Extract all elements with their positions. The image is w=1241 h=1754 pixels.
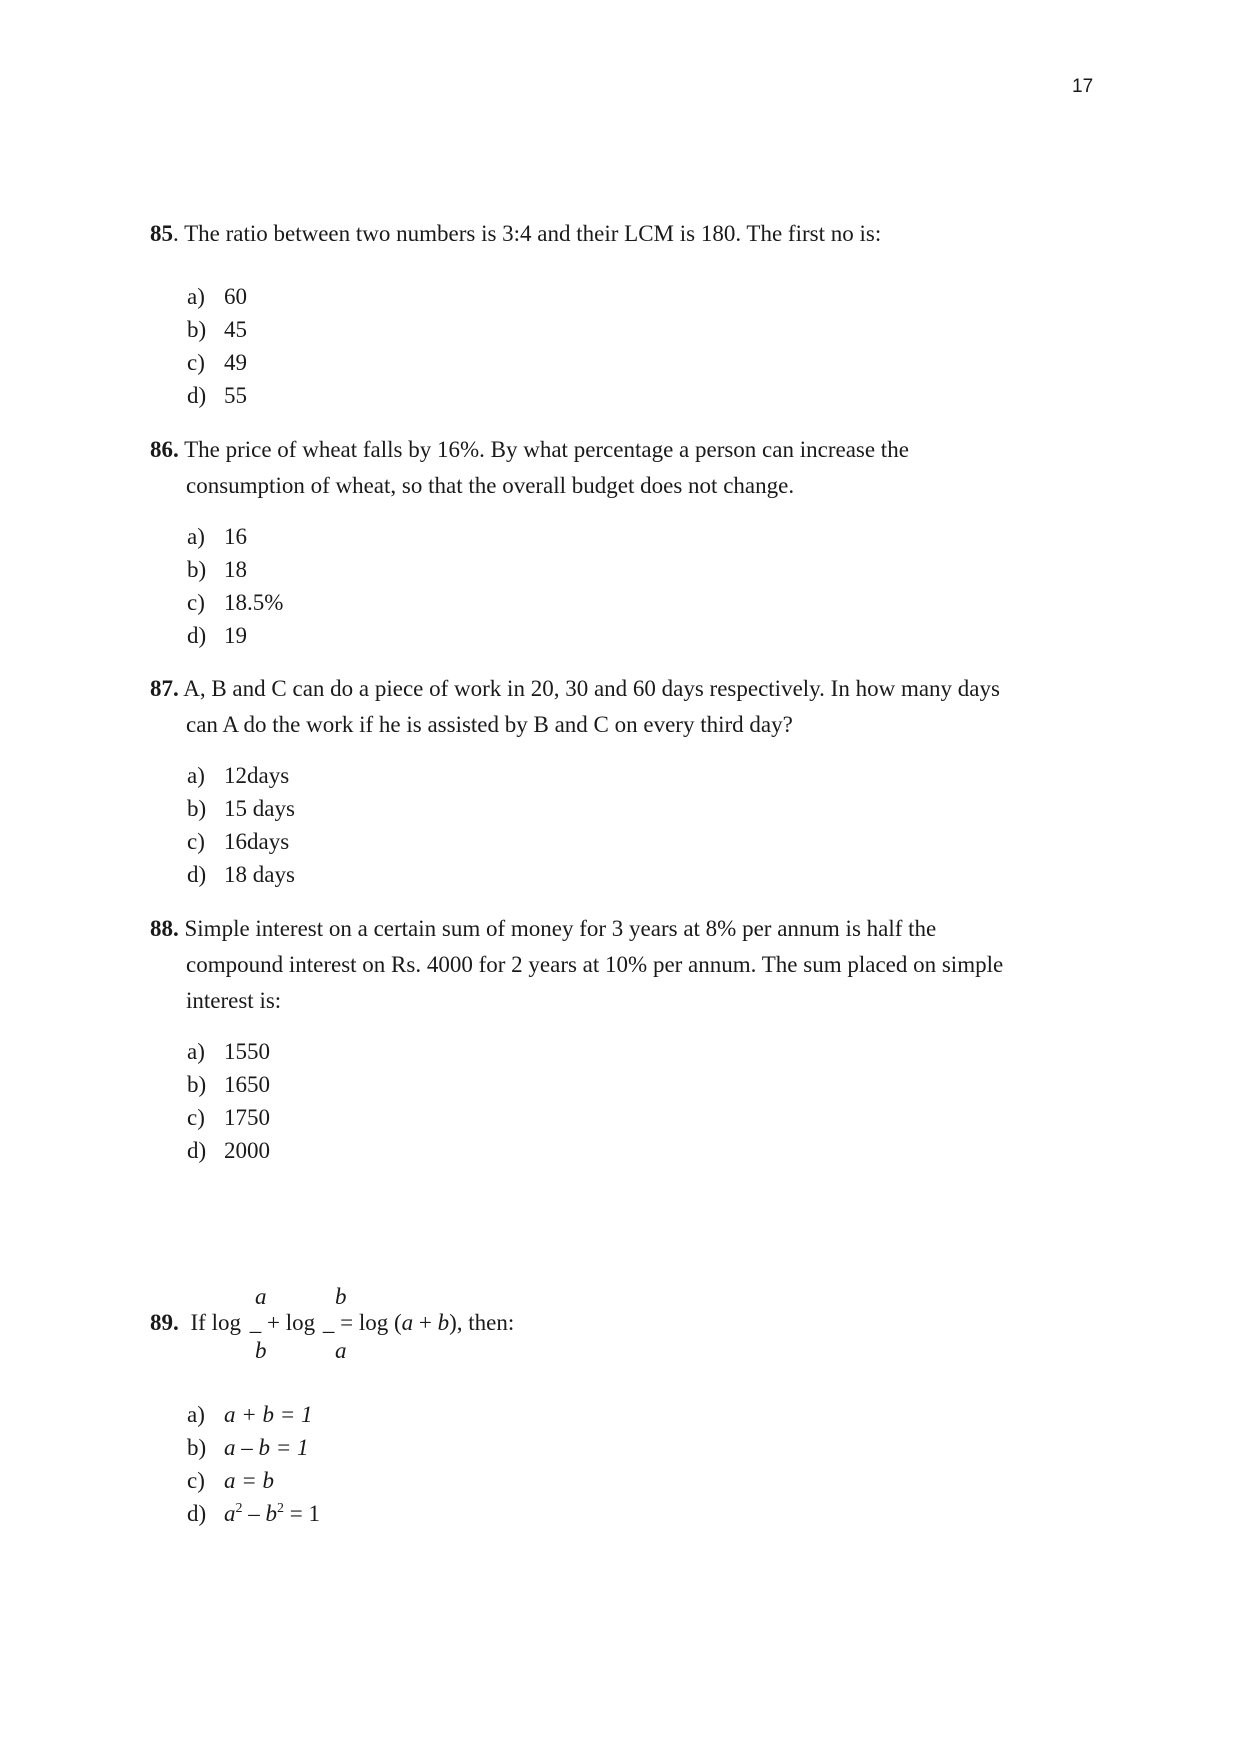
option-b[interactable]: b) 15 days [187, 796, 295, 821]
question-text-continued: interest is: [186, 988, 282, 1013]
options-86 [187, 520, 283, 652]
option-d[interactable]: d) 55 [187, 383, 247, 408]
question-text: 89. If log _ + log _ = log (a + b), then: [150, 1310, 515, 1335]
option-b[interactable]: b) 1650 [187, 1072, 270, 1097]
fraction-numerator: a [255, 1284, 267, 1309]
option-c[interactable]: c) 18.5% [187, 590, 284, 615]
option-d[interactable]: d) $a^2 - b^2 = 1$ [187, 1501, 320, 1526]
question-text: Simple interest on a certain sum of money for 3 years at 8% per annum is half the [178, 916, 937, 941]
question-text-continued: consumption of wheat, so that the overall budget does not change. [186, 473, 795, 498]
question-number: 85 [150, 221, 173, 246]
option-d[interactable]: d) 19 [187, 623, 247, 648]
fraction-denominator: a [335, 1338, 347, 1363]
option-b[interactable]: b) 18 [187, 557, 247, 582]
option-c[interactable]: c) 49 [187, 350, 247, 375]
page-number: 17 [1072, 76, 1094, 97]
question-number: 86. [150, 437, 179, 462]
option-a[interactable]: a) a + b = 1 [187, 1402, 313, 1427]
option-c[interactable]: c) 1750 [187, 1105, 270, 1130]
fraction-numerator: b [335, 1284, 347, 1309]
question-text-continued: compound interest on Rs. 4000 for 2 years at 10% per annum. The sum placed on simple [186, 952, 1004, 977]
question-88 [150, 911, 1090, 1019]
option-a[interactable]: a) 12days [187, 763, 290, 788]
option-a[interactable]: a) 1550 [187, 1039, 270, 1064]
fraction-bar: _ [322, 1310, 335, 1335]
option-a[interactable]: a) 60 [187, 284, 247, 309]
question-text: A, B and C can do a piece of work in 20, 30 and 60 days respectively. In how many days [178, 676, 1000, 701]
option-d[interactable]: d) 2000 [187, 1138, 270, 1163]
option-b[interactable]: b) 45 [187, 317, 247, 342]
question-89 [150, 1284, 850, 1378]
fraction-bar: _ [249, 1310, 262, 1335]
question-text: The price of wheat falls by 16%. By what percentage a person can increase the [178, 437, 909, 462]
options-89 [187, 1398, 320, 1530]
options-85 [187, 280, 247, 412]
question-86 [150, 432, 1090, 504]
question-number: 88. [150, 916, 179, 941]
question-85: 85. The ratio between two numbers is 3:4 and their LCM is 180. The first no is: [150, 221, 882, 246]
question-number: 89. [150, 1310, 179, 1335]
option-c[interactable]: c) a = b [187, 1468, 275, 1493]
question-87 [150, 671, 1090, 743]
options-87 [187, 759, 295, 891]
option-a[interactable]: a) 16 [187, 524, 247, 549]
question-number: 87. [150, 676, 179, 701]
option-d[interactable]: d) 18 days [187, 862, 295, 887]
option-b[interactable]: b) a – b = 1 [187, 1435, 309, 1460]
question-text-continued: can A do the work if he is assisted by B and C on every third day? [186, 712, 793, 737]
fraction-denominator: b [255, 1338, 267, 1363]
question-text: The ratio between two numbers is 3:4 and their LCM is 180. The first no is: [178, 221, 882, 246]
option-c[interactable]: c) 16days [187, 829, 290, 854]
options-88 [187, 1035, 270, 1167]
